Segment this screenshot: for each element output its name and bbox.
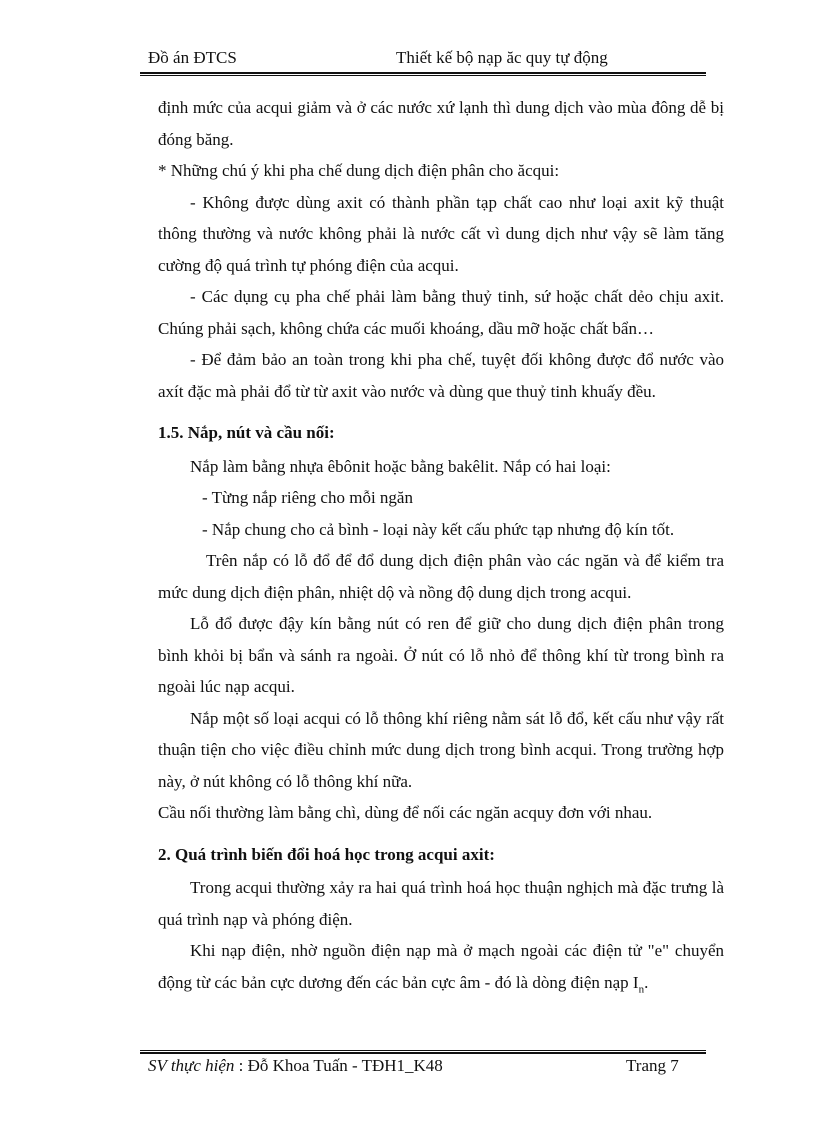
header-rule-thin <box>140 75 706 76</box>
document-body <box>158 92 724 1005</box>
paragraph: - Để đảm bảo an toàn trong khi pha chế, tuyệt đối không được đổ nước vào axít đặc mà phải đổ từ từ axit vào nước và dùng que thuỷ tinh khuấy đều. <box>158 350 724 401</box>
paragraph: Cầu nối thường làm bằng chì, dùng để nối các ngăn acquy đơn với nhau. <box>158 803 653 822</box>
paragraph: - Không được dùng axit có thành phần tạp chất cao như loại axit kỹ thuật thông thường và nước không phải là nước cất vì dung dịch như vậy sẽ làm tăng cường độ quá trình tự phóng điện của acqui. <box>158 192 724 275</box>
paragraph: Trong acqui thường xảy ra hai quá trình hoá học thuận nghịch mà đặc trưng là quá trình nạp và phóng điện. <box>158 878 724 929</box>
page-footer <box>140 1056 706 1080</box>
paragraph: Nắp làm bằng nhựa êbônit hoặc bằng bakêlit. Nắp có hai loại: <box>190 456 611 476</box>
author-name: : Đỗ Khoa Tuấn - TĐH1_K48 <box>234 1056 443 1075</box>
paragraph: định mức của acqui giảm và ở các nước xứ lạnh thì dung dịch vào mùa đông dễ bị đóng băng. <box>158 98 724 149</box>
footer-rule <box>140 1052 706 1054</box>
paragraph: Lỗ đổ được đậy kín bằng nút có ren để giữ cho dung dịch điện phân trong bình khỏi bị bẩn và sánh ra ngoài. Ở nút có lỗ nhỏ để thông khí từ trong bình ra ngoài lúc nạp acqui. <box>158 614 724 696</box>
paragraph <box>158 935 724 1005</box>
subscript: n <box>638 982 645 995</box>
page-number: Trang 7 <box>626 1056 679 1075</box>
header-rule <box>140 72 706 74</box>
list-item: - Nắp chung cho cả bình - loại này kết cấu phức tạp nhưng độ kín tốt. <box>202 519 675 539</box>
paragraph: Trên nắp có lỗ đổ để đổ dung dịch điện phân vào các ngăn và để kiểm tra mức dung dịch điện phân, nhiệt dộ và nồng độ dung dịch trong acqui. <box>158 551 724 602</box>
paragraph: Nắp một số loại acqui có lỗ thông khí riêng nằm sát lỗ đổ, kết cấu như vậy rất thuận tiện cho việc điều chỉnh mức dung dịch trong bình acqui. Trong trường hợp này, ở nút không có lỗ thông khí nữa. <box>158 708 724 791</box>
paragraph: - Các dụng cụ pha chế phải làm bằng thuỷ tinh, sứ hoặc chất dẻo chịu axit. Chúng phải sạch, không chứa các muối khoáng, dầu mỡ hoặc chất bẩn… <box>158 287 724 338</box>
header-left: Đồ án ĐTCS <box>148 48 237 67</box>
header-right: Thiết kế bộ nạp ăc quy tự động <box>396 48 608 67</box>
author-label: SV thực hiện <box>148 1056 235 1075</box>
section-heading: 2. Quá trình biến đổi hoá học trong acqui axit: <box>158 844 495 864</box>
paragraph-text: Khi nạp điện, nhờ nguồn điện nạp mà ở mạch ngoài các điện tử "e" chuyển động từ các bản cực dương đến các bản cực âm - đó là dòng điện nạp I <box>158 941 724 992</box>
page-header <box>140 48 706 72</box>
list-item: - Từng nắp riêng cho mỗi ngăn <box>202 488 413 507</box>
paragraph: * Những chú ý khi pha chế dung dịch điện phân cho ăcqui: <box>158 161 560 180</box>
footer-rule-thin <box>140 1050 706 1051</box>
footer-author <box>148 1056 443 1076</box>
section-heading: 1.5. Nắp, nút và cầu nối: <box>158 423 335 442</box>
paragraph-end: . <box>644 972 649 992</box>
